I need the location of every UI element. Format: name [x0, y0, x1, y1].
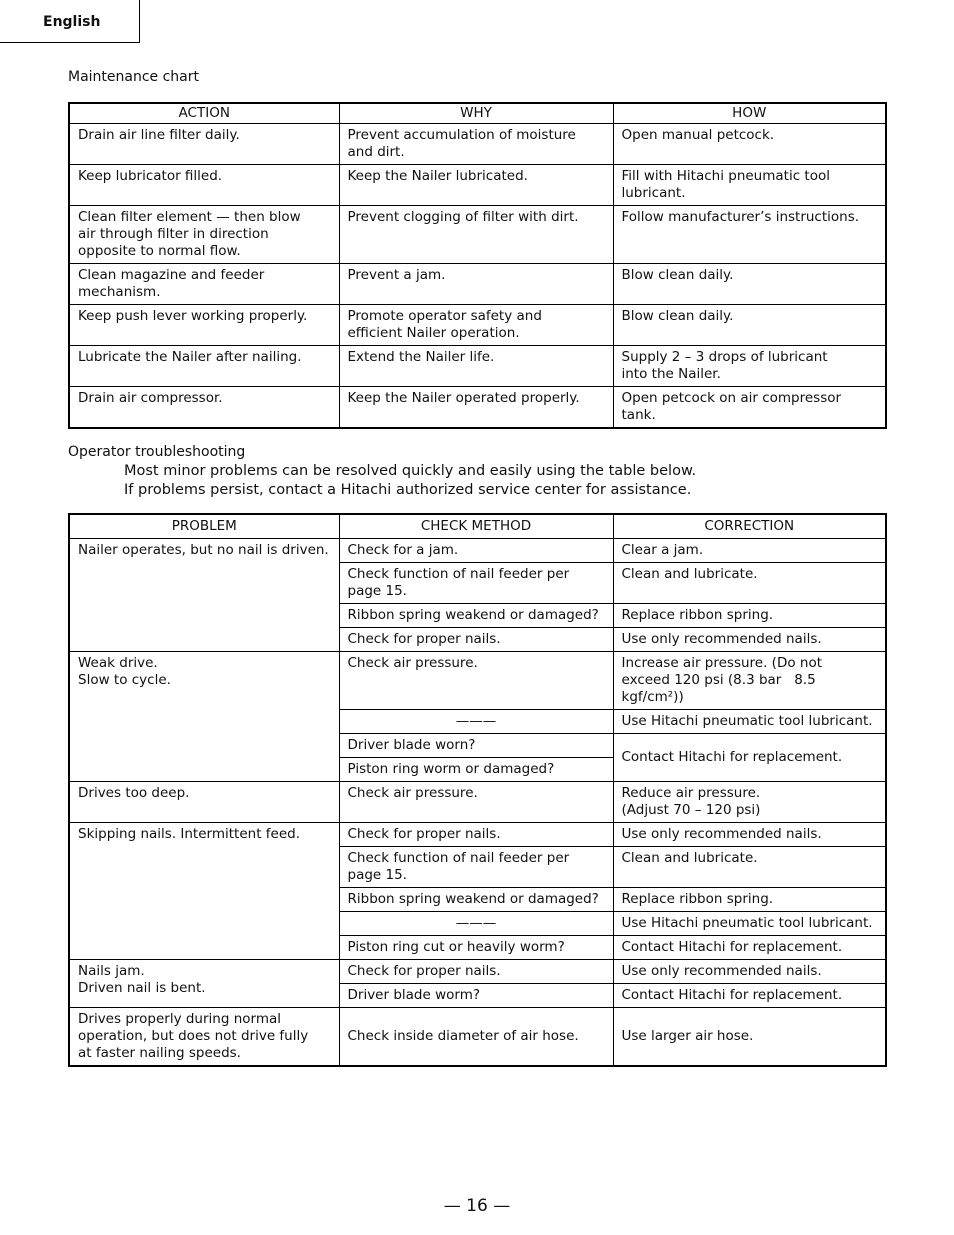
table-row — [69, 346, 886, 387]
check-method-cell: Check for proper nails. — [339, 628, 613, 652]
problem-cell: Weak drive. Slow to cycle. — [69, 652, 339, 782]
table-row — [69, 124, 886, 165]
problem-cell: Drives properly during normal operation, but does not drive fully at faster nailing speeds. — [69, 1008, 339, 1067]
action-cell: Lubricate the Nailer after nailing. — [69, 346, 339, 387]
correction-cell: Contact Hitachi for replacement. — [613, 734, 886, 782]
check-method-cell: Ribbon spring weakend or damaged? — [339, 604, 613, 628]
maintenance-header-row — [69, 103, 886, 124]
col-header-how: HOW — [613, 103, 886, 124]
table-row — [69, 165, 886, 206]
troubleshooting-table — [68, 513, 887, 1067]
action-cell: Clean magazine and feeder mechanism. — [69, 264, 339, 305]
check-method-cell: Check function of nail feeder per page 15. — [339, 563, 613, 604]
check-method-cell: ——— — [339, 710, 613, 734]
how-cell: Supply 2 – 3 drops of lubricant into the Nailer. — [613, 346, 886, 387]
check-method-cell: Piston ring cut or heavily worm? — [339, 936, 613, 960]
table-row — [69, 782, 886, 823]
table-row — [69, 206, 886, 264]
col-header-correction: CORRECTION — [613, 514, 886, 539]
correction-cell: Clean and lubricate. — [613, 847, 886, 888]
col-header-action: ACTION — [69, 103, 339, 124]
check-method-cell: Check inside diameter of air hose. — [339, 1008, 613, 1067]
correction-cell: Increase air pressure. (Do not exceed 120 psi (8.3 bar 8.5 kgf/cm²)) — [613, 652, 886, 710]
check-method-cell: Check for proper nails. — [339, 960, 613, 984]
page-number: — 16 — — [443, 1196, 511, 1216]
check-method-cell: Check for a jam. — [339, 539, 613, 563]
table-row — [69, 652, 886, 710]
why-cell: Prevent a jam. — [339, 264, 613, 305]
table-row — [69, 539, 886, 563]
check-method-cell: Driver blade worn? — [339, 734, 613, 758]
troubleshooting-intro — [124, 462, 696, 500]
how-cell: Open manual petcock. — [613, 124, 886, 165]
table-row — [69, 960, 886, 984]
action-cell: Keep push lever working properly. — [69, 305, 339, 346]
check-method-cell: Check function of nail feeder per page 15. — [339, 847, 613, 888]
maintenance-table — [68, 102, 887, 429]
problem-cell: Nails jam. Driven nail is bent. — [69, 960, 339, 1008]
action-cell: Drain air compressor. — [69, 387, 339, 429]
table-row — [69, 264, 886, 305]
check-method-cell: Check air pressure. — [339, 782, 613, 823]
correction-cell: Reduce air pressure. (Adjust 70 – 120 psi) — [613, 782, 886, 823]
correction-cell: Clean and lubricate. — [613, 563, 886, 604]
correction-cell: Use only recommended nails. — [613, 960, 886, 984]
how-cell: Fill with Hitachi pneumatic tool lubricant. — [613, 165, 886, 206]
table-row — [69, 1008, 886, 1067]
check-method-cell: Ribbon spring weakend or damaged? — [339, 888, 613, 912]
troubleshooting-title: Operator troubleshooting — [68, 444, 246, 460]
why-cell: Promote operator safety and efficient Nailer operation. — [339, 305, 613, 346]
correction-cell: Contact Hitachi for replacement. — [613, 936, 886, 960]
action-cell: Keep lubricator filled. — [69, 165, 339, 206]
correction-cell: Clear a jam. — [613, 539, 886, 563]
why-cell: Prevent accumulation of moisture and dirt. — [339, 124, 613, 165]
check-method-cell: Driver blade worm? — [339, 984, 613, 1008]
correction-cell: Replace ribbon spring. — [613, 888, 886, 912]
correction-cell: Use Hitachi pneumatic tool lubricant. — [613, 912, 886, 936]
problem-cell: Drives too deep. — [69, 782, 339, 823]
correction-cell: Use larger air hose. — [613, 1008, 886, 1067]
action-cell: Clean filter element — then blow air through filter in direction opposite to normal flow. — [69, 206, 339, 264]
check-method-cell: Piston ring worm or damaged? — [339, 758, 613, 782]
intro-line: Most minor problems can be resolved quickly and easily using the table below. — [124, 463, 697, 479]
check-method-cell: Check air pressure. — [339, 652, 613, 710]
check-method-cell: Check for proper nails. — [339, 823, 613, 847]
how-cell: Blow clean daily. — [613, 305, 886, 346]
correction-cell: Use Hitachi pneumatic tool lubricant. — [613, 710, 886, 734]
problem-cell: Nailer operates, but no nail is driven. — [69, 539, 339, 652]
why-cell: Keep the Nailer lubricated. — [339, 165, 613, 206]
why-cell: Prevent clogging of filter with dirt. — [339, 206, 613, 264]
correction-cell: Contact Hitachi for replacement. — [613, 984, 886, 1008]
why-cell: Extend the Nailer life. — [339, 346, 613, 387]
problem-cell: Skipping nails. Intermittent feed. — [69, 823, 339, 960]
troubleshooting-header-row — [69, 514, 886, 539]
col-header-problem: PROBLEM — [69, 514, 339, 539]
how-cell: Follow manufacturer’s instructions. — [613, 206, 886, 264]
language-tab-label: English — [43, 14, 101, 30]
col-header-why: WHY — [339, 103, 613, 124]
table-row — [69, 823, 886, 847]
action-cell: Drain air line filter daily. — [69, 124, 339, 165]
table-row — [69, 387, 886, 429]
table-row — [69, 305, 886, 346]
check-method-cell: ——— — [339, 912, 613, 936]
language-tab — [0, 0, 140, 43]
correction-cell: Use only recommended nails. — [613, 628, 886, 652]
why-cell: Keep the Nailer operated properly. — [339, 387, 613, 429]
correction-cell: Replace ribbon spring. — [613, 604, 886, 628]
how-cell: Open petcock on air compressor tank. — [613, 387, 886, 429]
how-cell: Blow clean daily. — [613, 264, 886, 305]
correction-cell: Use only recommended nails. — [613, 823, 886, 847]
intro-line: If problems persist, contact a Hitachi authorized service center for assistance. — [124, 482, 692, 498]
maintenance-chart-title: Maintenance chart — [68, 69, 200, 85]
col-header-check-method: CHECK METHOD — [339, 514, 613, 539]
